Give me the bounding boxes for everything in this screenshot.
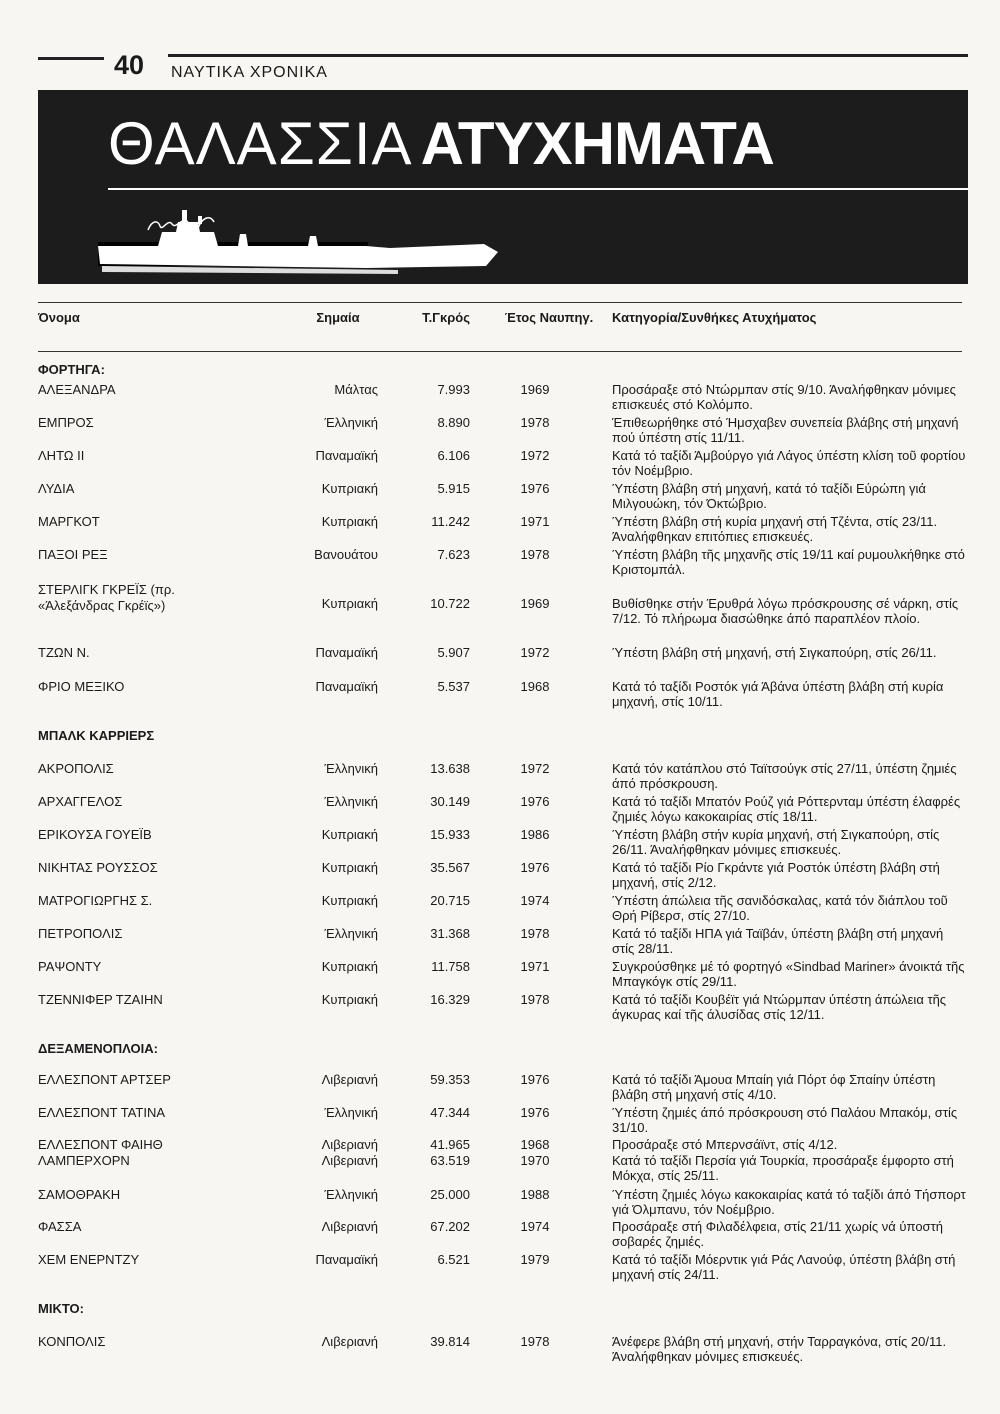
vessel-year: 1976 bbox=[520, 1072, 550, 1087]
section-label: ΜΠΑΛΚ ΚΑΡΡΙΕΡΣ bbox=[38, 728, 155, 743]
incident-description: Ύπέστη ζημιές άπό πρόσκρουση στό Παλάου Μπακόμ, στίς 31/10. bbox=[612, 1105, 958, 1135]
column-header-flag: Σημαία bbox=[316, 310, 360, 325]
vessel-grt: 35.567 bbox=[430, 860, 470, 875]
table-row bbox=[38, 415, 968, 451]
banner-title bbox=[108, 110, 774, 177]
vessel-flag: Παναμαϊκή bbox=[315, 448, 378, 463]
vessel-year: 1978 bbox=[520, 926, 550, 941]
table-header bbox=[38, 302, 962, 352]
vessel-year: 1976 bbox=[520, 794, 550, 809]
vessel-year: 1971 bbox=[520, 514, 550, 529]
vessel-year: 1979 bbox=[520, 1252, 550, 1267]
banner-title-bold: ΑΤΥΧΗΜΑΤΑ bbox=[420, 110, 774, 177]
table-row bbox=[38, 645, 968, 681]
table-row bbox=[38, 514, 968, 550]
table-row bbox=[38, 1153, 968, 1189]
ship-illustration bbox=[98, 192, 518, 284]
vessel-flag: Λιβεριανή bbox=[321, 1072, 378, 1087]
table-row bbox=[38, 893, 968, 929]
incident-description: Κατά τόν κατάπλου στό Ταϊτσούγκ στίς 27/11, ύπέστη ζημιές άπό πρόσκρουση. bbox=[612, 761, 957, 791]
incident-description: Ύπέστη βλάβη στή κυρία μηχανή στή Τζέντα, στίς 23/11. Άναλήφθηκαν επιτόπιες επισκευές. bbox=[612, 514, 938, 544]
vessel-name: ΚΟΝΠΟΛΙΣ bbox=[38, 1334, 106, 1349]
vessel-flag: Κυπριακή bbox=[321, 860, 378, 875]
page-number: 40 bbox=[114, 50, 145, 80]
incident-description: Ύπέστη άπώλεια τῆς σανιδόσκαλας, κατά τόν διάπλου τοῦ Θρή Ρίβερσ, στίς 27/10. bbox=[612, 893, 948, 923]
table-row bbox=[38, 959, 968, 995]
vessel-flag: Κυπριακή bbox=[321, 827, 378, 842]
vessel-name: ΕΜΠΡΟΣ bbox=[38, 415, 94, 430]
vessel-flag: Λιβεριανή bbox=[321, 1137, 378, 1152]
vessel-name: ΕΡΙΚΟΥΣΑ ΓΟΥΕΪΒ bbox=[38, 827, 152, 842]
vessel-flag: Βανουάτου bbox=[314, 547, 378, 562]
vessel-grt: 41.965 bbox=[430, 1137, 470, 1152]
incident-description: Ύπέστη βλάβη στήν κυρία μηχανή, στή Σιγκαπούρη, στίς 26/11. Άναλήφθηκαν μόνιμες επισκευές. bbox=[612, 827, 940, 857]
vessel-year: 1968 bbox=[520, 679, 550, 694]
vessel-flag: Κυπριακή bbox=[321, 596, 378, 611]
vessel-name: ΣΑΜΟΘΡΑΚΗ bbox=[38, 1187, 121, 1202]
vessel-year: 1976 bbox=[520, 481, 550, 496]
vessel-grt: 59.353 bbox=[430, 1072, 470, 1087]
vessel-grt: 7.993 bbox=[437, 382, 470, 397]
vessel-year: 1969 bbox=[520, 596, 550, 611]
table-row bbox=[38, 1334, 968, 1370]
incident-description: Κατά τό ταξίδι Μπατόν Ρούζ γιά Ρόττερνταμ ύπέστη έλαφρές ζημιές λόγω κακοκαιρίας στίς 18/11. bbox=[612, 794, 961, 824]
incident-description: Προσάραξε στή Φιλαδέλφεια, στίς 21/11 χωρίς νά ύποστή σοβαρές ζημιές. bbox=[612, 1219, 943, 1249]
vessel-name: ΜΑΡΓΚΟΤ bbox=[38, 514, 100, 529]
vessel-year: 1986 bbox=[520, 827, 550, 842]
magazine-title: ΝΑΥΤΙΚΑ ΧΡΟΝΙΚΑ bbox=[171, 64, 328, 81]
vessel-year: 1970 bbox=[520, 1153, 550, 1168]
vessel-grt: 6.521 bbox=[437, 1252, 470, 1267]
vessel-name: ΕΛΛΕΣΠΟΝΤ ΤΑΤΙΝΑ bbox=[38, 1105, 166, 1120]
table-row bbox=[38, 860, 968, 896]
vessel-year: 1974 bbox=[520, 1219, 550, 1234]
table-row bbox=[38, 679, 968, 715]
vessel-flag: Κυπριακή bbox=[321, 959, 378, 974]
incident-description: Κατά τό ταξίδι Άμβούργο γιά Λάγος ύπέστη κλίση τοῦ φορτίου τόν Νοέμβριο. bbox=[612, 448, 966, 478]
vessel-grt: 15.933 bbox=[430, 827, 470, 842]
vessel-flag: Λιβεριανή bbox=[321, 1219, 378, 1234]
vessel-name: ΛΗΤΩ ΙΙ bbox=[38, 448, 85, 463]
vessel-grt: 63.519 bbox=[430, 1153, 470, 1168]
vessel-name: ΛΥΔΙΑ bbox=[38, 481, 75, 496]
vessel-grt: 13.638 bbox=[430, 761, 470, 776]
table-row bbox=[38, 547, 968, 583]
vessel-year: 1972 bbox=[520, 761, 550, 776]
header-rule-right bbox=[168, 54, 968, 57]
vessel-flag: Έλληνική bbox=[324, 1187, 378, 1202]
column-header-description: Κατηγορία/Συνθήκες Ατυχήματος bbox=[612, 310, 817, 325]
vessel-name: ΑΚΡΟΠΟΛΙΣ bbox=[38, 761, 114, 776]
incident-description: Προσάραξε στό Μπερνσάϊντ, στίς 4/12. bbox=[612, 1137, 838, 1152]
incident-description: Προσάραξε στό Ντώρμπαν στίς 9/10. Άναλήφθηκαν μόνιμες επισκευές στό Κολόμπο. bbox=[612, 382, 956, 412]
vessel-name: ΝΙΚΗΤΑΣ ΡΟΥΣΣΟΣ bbox=[38, 860, 158, 875]
incident-description: Ύπέστη βλάβη τῆς μηχανῆς στίς 19/11 καί ρυμουλκήθηκε στό Κριστομπάλ. bbox=[612, 547, 965, 577]
vessel-flag: Κυπριακή bbox=[321, 514, 378, 529]
vessel-flag: Μάλτας bbox=[334, 382, 378, 397]
table-row bbox=[38, 1072, 968, 1108]
vessel-flag: Κυπριακή bbox=[321, 893, 378, 908]
section-label: ΔΕΞΑΜΕΝΟΠΛΟΙΑ: bbox=[38, 1041, 158, 1056]
vessel-grt: 5.915 bbox=[437, 481, 470, 496]
incident-description: Κατά τό ταξίδι Περσία γιά Τουρκία, προσάραξε έμφορτο στή Μόκχα, στίς 25/11. bbox=[612, 1153, 954, 1183]
banner-rule bbox=[108, 188, 968, 190]
table-row bbox=[38, 827, 968, 863]
vessel-name: ΕΛΛΕΣΠΟΝΤ ΦΑΙΗΘ bbox=[38, 1137, 163, 1152]
banner-title-light: ΘΑΛΑΣΣΙΑ bbox=[108, 110, 413, 177]
vessel-name: ΕΛΛΕΣΠΟΝΤ ΑΡΤΣΕΡ bbox=[38, 1072, 171, 1087]
vessel-flag: Έλληνική bbox=[324, 415, 378, 430]
column-header-name: Όνομα bbox=[38, 310, 80, 325]
incident-description: Κατά τό ταξίδι Κουβέϊτ γιά Ντώρμπαν ύπέστη άπώλεια τῆς άγκυρας καί τῆς άλυσίδας στίς 12/11. bbox=[612, 992, 947, 1022]
column-header-grt: Τ.Γκρός bbox=[422, 310, 470, 325]
vessel-flag: Παναμαϊκή bbox=[315, 645, 378, 660]
vessel-name: ΣΤΕΡΛΙΓΚ ΓΚΡΕΪΣ (πρ. «Άλεξάνδρας Γκρέϊς») bbox=[38, 582, 175, 613]
table-row bbox=[38, 382, 968, 418]
vessel-flag: Έλληνική bbox=[324, 794, 378, 809]
vessel-flag: Έλληνική bbox=[324, 926, 378, 941]
incident-description: Κατά τό ταξίδι Ρίο Γκράντε γιά Ροστόκ ύπέστη βλάβη στή μηχανή, στίς 2/12. bbox=[612, 860, 940, 890]
vessel-name: ΤΖΕΝΝΙΦΕΡ ΤΖΑΙΗΝ bbox=[38, 992, 163, 1007]
incident-description: Ύπέστη ζημιές λόγω κακοκαιρίας κατά τό ταξίδι άπό Τήσπορτ γιά Όλμπανυ, τόν Νοέμβριο. bbox=[612, 1187, 966, 1217]
vessel-year: 1976 bbox=[520, 1105, 550, 1120]
incident-description: Κατά τό ταξίδι Ροστόκ γιά Άβάνα ύπέστη βλάβη στή κυρία μηχανή, στίς 10/11. bbox=[612, 679, 944, 709]
table-row bbox=[38, 481, 968, 517]
column-header-year: Έτος Ναυπηγ. bbox=[504, 310, 594, 325]
vessel-flag: Λιβεριανή bbox=[321, 1153, 378, 1168]
vessel-flag: Έλληνική bbox=[324, 761, 378, 776]
vessel-name: ΤΖΩΝ Ν. bbox=[38, 645, 90, 660]
vessel-year: 1972 bbox=[520, 448, 550, 463]
incident-description: Άνέφερε βλάβη στή μηχανή, στήν Ταρραγκόνα, στίς 20/11. Άναλήφθηκαν μόνιμες επισκευές. bbox=[612, 1334, 947, 1364]
vessel-name: ΠΑΞΟΙ ΡΕΞ bbox=[38, 547, 108, 562]
vessel-flag: Κυπριακή bbox=[321, 992, 378, 1007]
vessel-name: ΠΕΤΡΟΠΟΛΙΣ bbox=[38, 926, 123, 941]
vessel-grt: 20.715 bbox=[430, 893, 470, 908]
table-row bbox=[38, 448, 968, 484]
vessel-year: 1968 bbox=[520, 1137, 550, 1152]
table-row bbox=[38, 582, 968, 642]
vessel-name: ΧΕΜ ΕΝΕΡΝΤΖΥ bbox=[38, 1252, 140, 1267]
vessel-year: 1978 bbox=[520, 547, 550, 562]
section-label: ΜΙΚΤΟ: bbox=[38, 1301, 84, 1316]
title-banner bbox=[38, 90, 968, 284]
vessel-flag: Λιβεριανή bbox=[321, 1334, 378, 1349]
table-row bbox=[38, 1252, 968, 1288]
vessel-year: 1978 bbox=[520, 1334, 550, 1349]
vessel-grt: 47.344 bbox=[430, 1105, 470, 1120]
vessel-name: ΜΑΤΡΟΓΙΩΡΓΗΣ Σ. bbox=[38, 893, 153, 908]
vessel-grt: 6.106 bbox=[437, 448, 470, 463]
vessel-year: 1974 bbox=[520, 893, 550, 908]
vessel-year: 1978 bbox=[520, 992, 550, 1007]
vessel-flag: Παναμαϊκή bbox=[315, 1252, 378, 1267]
vessel-grt: 10.722 bbox=[430, 596, 470, 611]
vessel-grt: 5.907 bbox=[437, 645, 470, 660]
table-row bbox=[38, 794, 968, 830]
vessel-year: 1978 bbox=[520, 415, 550, 430]
vessel-flag: Παναμαϊκή bbox=[315, 679, 378, 694]
vessel-year: 1971 bbox=[520, 959, 550, 974]
vessel-grt: 16.329 bbox=[430, 992, 470, 1007]
vessel-grt: 8.890 bbox=[437, 415, 470, 430]
page-header bbox=[38, 50, 968, 84]
incident-description: Ύπέστη βλάβη στή μηχανή, στή Σιγκαπούρη, στίς 26/11. bbox=[612, 645, 937, 660]
table-row bbox=[38, 1105, 968, 1141]
vessel-flag: Έλληνική bbox=[324, 1105, 378, 1120]
incident-description: Κατά τό ταξίδι Άμουα Μπαίη γιά Πόρτ όφ Σπαίην ύπέστη βλάβη στή μηχανή στίς 4/10. bbox=[612, 1072, 936, 1102]
vessel-grt: 31.368 bbox=[430, 926, 470, 941]
table-row bbox=[38, 1187, 968, 1223]
vessel-grt: 11.242 bbox=[431, 514, 470, 529]
vessel-year: 1988 bbox=[520, 1187, 550, 1202]
incident-description: Κατά τό ταξίδι ΗΠΑ γιά Ταϊβάν, ύπέστη βλάβη στή μηχανή στίς 28/11. bbox=[612, 926, 944, 956]
vessel-grt: 11.758 bbox=[431, 959, 470, 974]
incident-description: Κατά τό ταξίδι Μόερντικ γιά Ράς Λανούφ, ύπέστη βλάβη στή μηχανή στίς 24/11. bbox=[612, 1252, 956, 1282]
table-row bbox=[38, 926, 968, 962]
vessel-year: 1972 bbox=[520, 645, 550, 660]
vessel-year: 1976 bbox=[520, 860, 550, 875]
incident-description: Ύπέστη βλάβη στή μηχανή, κατά τό ταξίδι Εύρώπη γιά Μιλγουώκη, τόν Όκτώβριο. bbox=[612, 481, 926, 511]
table-row bbox=[38, 1219, 968, 1255]
vessel-grt: 67.202 bbox=[430, 1219, 470, 1234]
vessel-name: ΦΑΣΣΑ bbox=[38, 1219, 82, 1234]
vessel-name: ΡΑΨΟΝΤΥ bbox=[38, 959, 102, 974]
vessel-grt: 25.000 bbox=[430, 1187, 470, 1202]
table-row bbox=[38, 761, 968, 797]
vessel-grt: 7.623 bbox=[437, 547, 470, 562]
incident-description: Βυθίσθηκε στήν Έρυθρά λόγω πρόσκρουσης σέ νάρκη, στίς 7/12. Τό πλήρωμα διασώθηκε άπό παραπλέον πλοίο. bbox=[612, 596, 959, 626]
incident-description: Έπιθεωρήθηκε στό Ήμσχαβεν συνεπεία βλάβης στή μηχανή πού ύπέστη στίς 11/11. bbox=[612, 415, 959, 445]
vessel-grt: 30.149 bbox=[430, 794, 470, 809]
vessel-name: ΛΑΜΠΕΡΧΟΡΝ bbox=[38, 1153, 130, 1168]
vessel-year: 1969 bbox=[520, 382, 550, 397]
section-label: ΦΟΡΤΗΓΑ: bbox=[38, 362, 105, 377]
vessel-grt: 39.814 bbox=[430, 1334, 470, 1349]
vessel-flag: Κυπριακή bbox=[321, 481, 378, 496]
header-rule-left bbox=[38, 57, 104, 60]
vessel-name: ΑΛΕΞΑΝΔΡΑ bbox=[38, 382, 116, 397]
vessel-name: ΑΡΧΑΓΓΕΛΟΣ bbox=[38, 794, 123, 809]
table-row bbox=[38, 992, 968, 1028]
vessel-grt: 5.537 bbox=[437, 679, 470, 694]
vessel-name: ΦΡΙΟ ΜΕΞΙΚΟ bbox=[38, 679, 125, 694]
incident-description: Συγκρούσθηκε μέ τό φορτηγό «Sindbad Mariner» άνοικτά τῆς Μπαγκόγκ στίς 29/11. bbox=[612, 959, 965, 989]
